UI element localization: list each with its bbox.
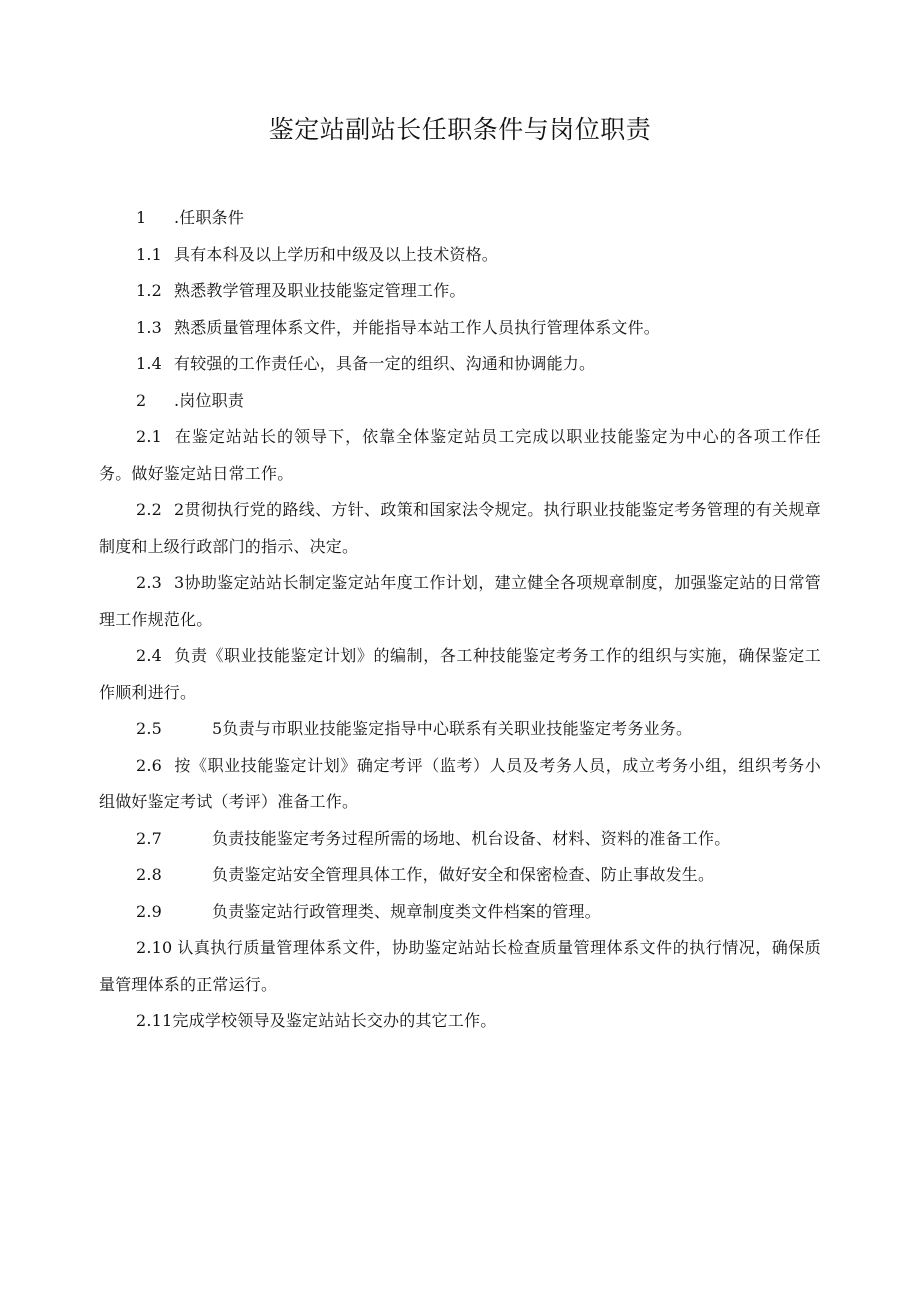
item-text: 熟悉教学管理及职业技能鉴定管理工作。 — [174, 281, 466, 300]
list-item — [99, 273, 821, 310]
list-item — [99, 310, 821, 347]
item-text: 具有本科及以上学历和中级及以上技术资格。 — [174, 244, 499, 264]
item-text: 负责《职业技能鉴定计划》的编制，各工种技能鉴定考务工作的组织与实施，确保鉴定工作顺利进行。 — [99, 646, 821, 702]
document-body — [99, 200, 821, 1040]
item-text: 完成学校领导及鉴定站站长交办的其它工作。 — [172, 1011, 497, 1030]
item-text: 认真执行质量管理体系文件，协助鉴定站站长检查质量管理体系文件的执行情况，确保质量管理体系的正常运行。 — [99, 938, 821, 994]
item-number: 2.1 — [136, 427, 163, 446]
list-item — [99, 930, 821, 1003]
item-number: 2.2 — [136, 500, 163, 519]
list-item — [99, 237, 821, 274]
section-heading-text: .任职条件 — [174, 208, 245, 227]
item-text: 负责鉴定站行政管理类、规章制度类文件档案的管理。 — [212, 901, 601, 921]
list-item — [99, 857, 821, 894]
item-number: 1.2 — [136, 281, 163, 300]
list-item — [99, 894, 821, 931]
document-title: 鉴定站副站长任职条件与岗位职责 — [268, 115, 652, 144]
list-item — [99, 748, 821, 821]
item-text: 熟悉质量管理体系文件，并能指导本站工作人员执行管理体系文件。 — [174, 317, 661, 337]
section-heading-1 — [99, 200, 821, 237]
list-item — [99, 1003, 821, 1040]
item-number: 2.9 — [136, 901, 163, 921]
item-number: 2.6 — [136, 755, 163, 775]
item-number: 2.4 — [136, 646, 163, 665]
item-number: 2.11 — [136, 1011, 173, 1030]
list-item — [99, 492, 821, 565]
item-number: 2.5 — [136, 719, 163, 738]
item-number: 2.10 — [136, 938, 173, 957]
item-text: 有较强的工作责任心，具备一定的组织、沟通和协调能力。 — [174, 354, 596, 373]
list-item — [99, 565, 821, 638]
list-item — [99, 711, 821, 748]
section-number: 1 — [136, 208, 147, 227]
section-heading-text: .岗位职责 — [174, 390, 245, 410]
list-item — [99, 346, 821, 383]
item-number: 1.3 — [136, 317, 163, 337]
item-number: 1.4 — [136, 354, 163, 373]
item-number: 1.1 — [136, 244, 163, 264]
item-text: 3协助鉴定站站长制定鉴定站年度工作计划，建立健全各项规章制度，加强鉴定站的日常管理工作规范化。 — [99, 573, 821, 629]
item-number: 2.7 — [136, 828, 163, 848]
list-item — [99, 638, 821, 711]
item-text: 负责鉴定站安全管理具体工作，做好安全和保密检查、防止事故发生。 — [212, 865, 715, 884]
section-heading-2 — [99, 383, 821, 420]
list-item — [99, 821, 821, 858]
item-text: 2贯彻执行党的路线、方针、政策和国家法令规定。执行职业技能鉴定考务管理的有关规章制度和上级行政部门的指示、决定。 — [99, 500, 821, 556]
item-number: 2.8 — [136, 865, 163, 884]
item-text: 负责技能鉴定考务过程所需的场地、机台设备、材料、资料的准备工作。 — [212, 828, 731, 848]
item-text: 5负责与市职业技能鉴定指导中心联系有关职业技能鉴定考务业务。 — [212, 719, 693, 738]
section-number: 2 — [136, 390, 147, 410]
list-item — [99, 419, 821, 492]
item-text: 按《职业技能鉴定计划》确定考评（监考）人员及考务人员，成立考务小组，组织考务小组做好鉴定考试（考评）准备工作。 — [99, 755, 821, 811]
item-number: 2.3 — [136, 573, 163, 592]
item-text: 在鉴定站站长的领导下，依靠全体鉴定站员工完成以职业技能鉴定为中心的各项工作任务。做好鉴定站日常工作。 — [99, 427, 821, 483]
